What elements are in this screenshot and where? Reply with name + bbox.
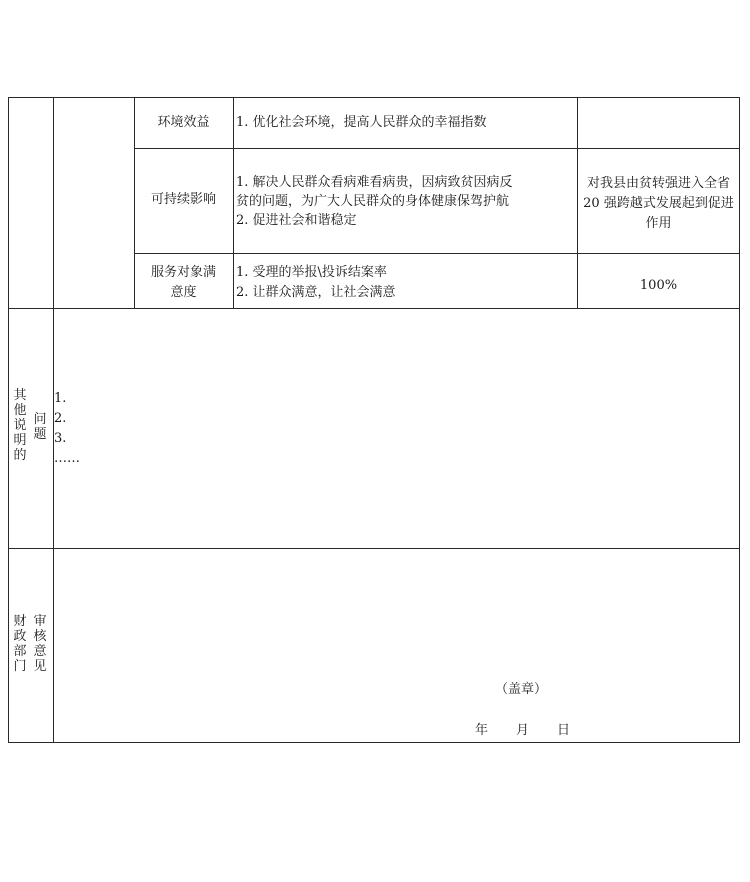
date-month: 月 <box>516 723 530 738</box>
table-border-left <box>8 97 9 743</box>
indicator-label: 环境效益 <box>157 115 210 130</box>
indicator-label: 意度 <box>170 285 197 300</box>
list-item: 2. <box>54 411 67 426</box>
list-item: 1. <box>54 391 67 406</box>
table-border-right <box>739 97 740 743</box>
indicator-content: 1. 解决人民群众看病难看病贵，因病致贫因病反 <box>236 175 513 190</box>
indicator-content: 贫的问题，为广大人民群众的身体健康保驾护航 <box>236 194 510 209</box>
indicator-label: 服务对象满 <box>150 265 216 280</box>
indicator-content: 1. 受理的举报\投诉结案率 <box>236 265 387 280</box>
date-day: 日 <box>557 723 571 738</box>
indicator-content: 2. 让群众满意，让社会满意 <box>236 285 396 300</box>
finance-review-label: 财政部门 <box>13 614 27 674</box>
indicator-label: 可持续影响 <box>150 192 216 207</box>
indicator-value: 100% <box>639 278 678 293</box>
other-issues-label: 问题 <box>33 412 47 442</box>
date-year: 年 <box>475 723 489 738</box>
other-issues-label: 其他说明的 <box>13 388 27 463</box>
column-divider <box>233 97 234 309</box>
section-divider <box>8 308 740 309</box>
indicator-content: 1. 优化社会环境，提高人民群众的幸福指数 <box>236 115 487 130</box>
seal-placeholder: （盖章） <box>495 682 548 697</box>
list-item: …… <box>54 451 80 466</box>
table-border-top <box>8 97 740 98</box>
indicator-value: 对我县由贫转强进入全省 20 强跨越式发展起到促进作用 <box>583 176 734 231</box>
finance-review-label: 审核意见 <box>33 614 47 674</box>
table-border-bottom <box>8 742 740 743</box>
indicator-content: 2. 促进社会和谐稳定 <box>236 213 357 228</box>
row-divider <box>134 148 740 149</box>
row-divider <box>134 253 740 254</box>
list-item: 3. <box>54 431 67 446</box>
section-divider <box>8 548 740 549</box>
